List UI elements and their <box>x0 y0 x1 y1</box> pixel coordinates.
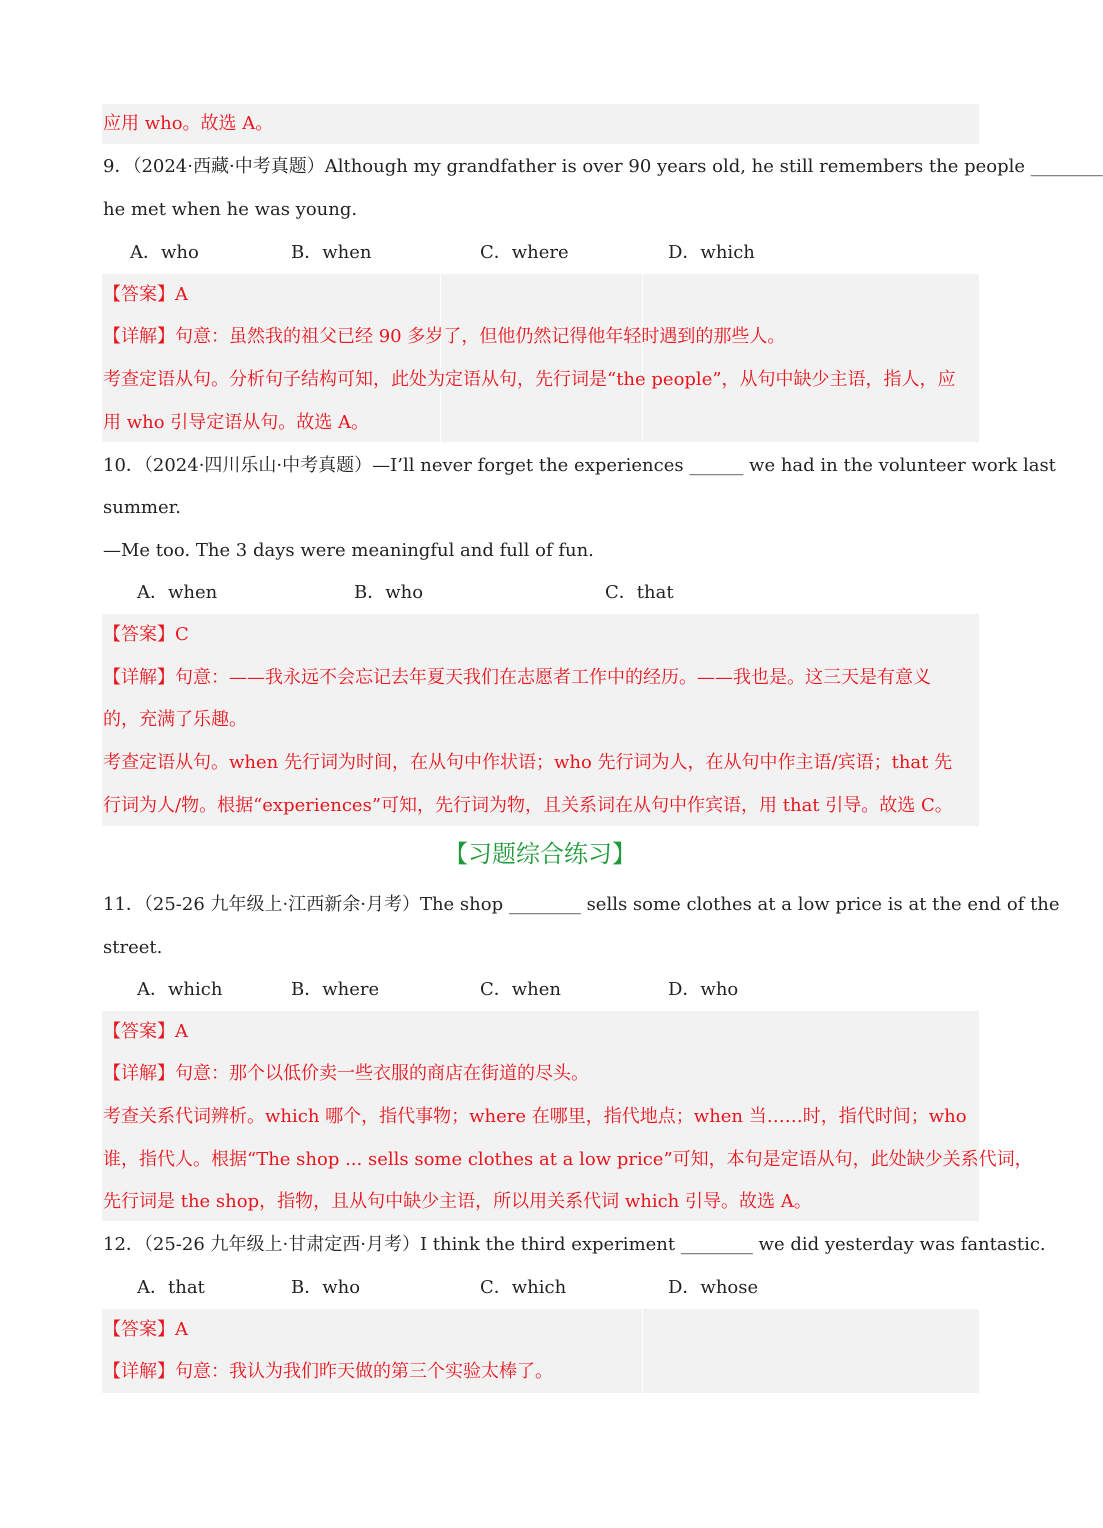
question-10-line-2: summer. <box>103 497 181 518</box>
q9-analysis-1: 考查定语从句。分析句子结构可知，此处为定语从句，先行词是“the people”，从句中缺少主语，指人，应 <box>103 369 956 390</box>
q10-analysis-1: 考查定语从句。when 先行词为时间，在从句中作状语；who 先行词为人，在从句中作主语/宾语；that 先 <box>103 752 953 773</box>
q9-option-c: C．where <box>480 242 569 263</box>
q9-detail: 【详解】句意：虽然我的祖父已经 90 多岁了，但他仍然记得他年轻时遇到的那些人。 <box>103 326 786 347</box>
q11-analysis-3: 先行词是 the shop，指物，且从句中缺少主语，所以用关系代词 which 引导。故选 A。 <box>103 1191 812 1212</box>
q11-analysis-1: 考查关系代词辨析。which 哪个，指代事物；where 在哪里，指代地点；when 当……时，指代时间；who <box>103 1106 967 1127</box>
q12-option-a: A．that <box>137 1277 205 1298</box>
question-11-line-1: 11．（25-26 九年级上·江西新余·月考）The shop ________ sells some clothes at a low price is at the end of the <box>103 894 1060 915</box>
q11-option-d: D．who <box>668 979 739 1000</box>
q10-option-a: A．when <box>137 582 218 603</box>
q10-answer: 【答案】C <box>103 624 189 645</box>
q10-detail-2: 的，充满了乐趣。 <box>103 709 247 730</box>
q11-detail: 【详解】句意：那个以低价卖一些衣服的商店在街道的尽头。 <box>103 1063 589 1084</box>
q11-analysis-2: 谁，指代人。根据“The shop ... sells some clothes at a low price”可知，本句是定语从句，此处缺少关系代词， <box>103 1149 1033 1170</box>
q9-option-a: A．who <box>130 242 199 263</box>
q11-option-b: B．where <box>291 979 380 1000</box>
q9-option-b: B．when <box>291 242 372 263</box>
q9-answer: 【答案】A <box>103 284 188 305</box>
q11-option-c: C．when <box>480 979 562 1000</box>
q10-option-c: C．that <box>605 582 674 603</box>
q10-analysis-2: 行词为人/物。根据“experiences”可知，先行词为物，且关系词在从句中作宾语，用 that 引导。故选 C。 <box>103 795 953 816</box>
question-11-line-2: street. <box>103 937 163 958</box>
q9-analysis-2: 用 who 引导定语从句。故选 A。 <box>103 412 369 433</box>
question-12-line-1: 12．（25-26 九年级上·甘肃定西·月考）I think the third experiment ________ we did yesterday was fantastic. <box>103 1234 1046 1255</box>
q9-option-d: D．which <box>668 242 755 263</box>
question-10-line-1: 10．（2024·四川乐山·中考真题）—I’ll never forget the experiences ______ we had in the volunteer work last <box>103 455 1056 476</box>
q11-answer: 【答案】A <box>103 1021 188 1042</box>
q10-option-b: B．who <box>354 582 424 603</box>
q12-option-d: D．whose <box>668 1277 759 1298</box>
question-9-line-1: 9．（2024·西藏·中考真题）Although my grandfather is over 90 years old, he still remembers the people ________ <box>103 156 1103 177</box>
explanation-tail: 应用 who。故选 A。 <box>103 113 274 134</box>
question-10-line-3: —Me too. The 3 days were meaningful and full of fun. <box>103 540 594 561</box>
q12-option-c: C．which <box>480 1277 567 1298</box>
q12-answer: 【答案】A <box>103 1319 188 1340</box>
section-title: 【习题综合练习】 <box>444 840 636 868</box>
q12-detail: 【详解】句意：我认为我们昨天做的第三个实验太棒了。 <box>103 1361 553 1382</box>
q10-detail-1: 【详解】句意：——我永远不会忘记去年夏天我们在志愿者工作中的经历。——我也是。这三天是有意义 <box>103 667 931 688</box>
question-9-line-2: he met when he was young. <box>103 199 358 220</box>
q11-option-a: A．which <box>137 979 223 1000</box>
q12-option-b: B．who <box>291 1277 361 1298</box>
